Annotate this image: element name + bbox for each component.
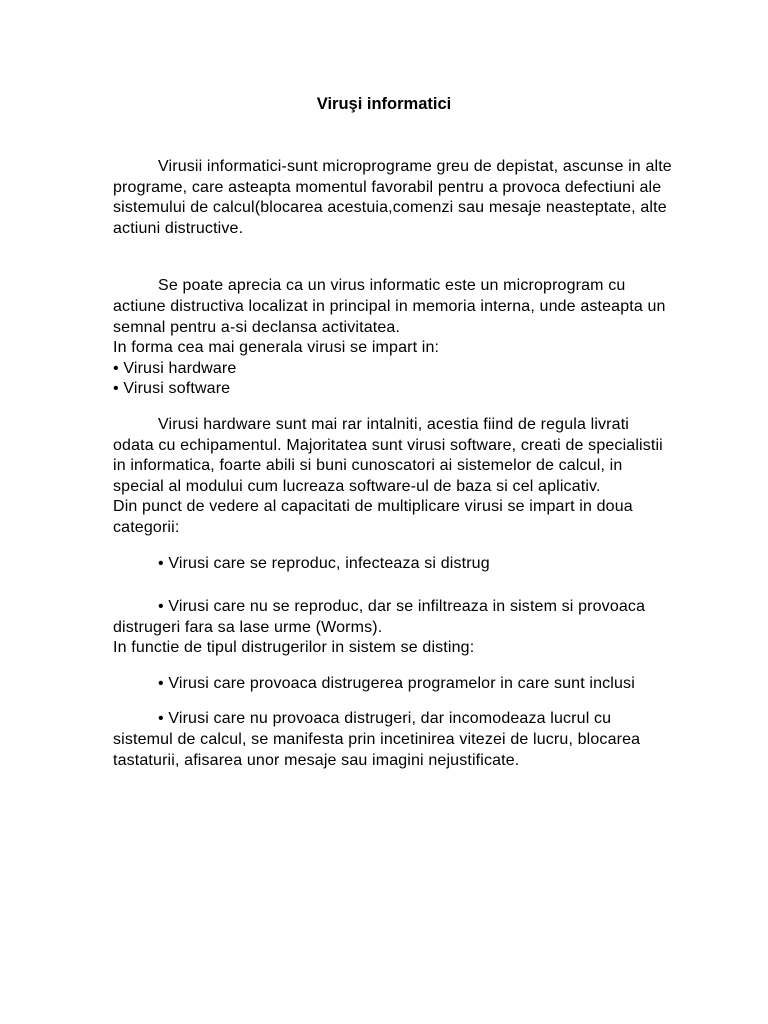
text-line-classification: In forma cea mai generala virusi se impart in:	[113, 339, 440, 357]
bullet-reproducing: • Virusi care se reproduc, infecteaza si distrug	[158, 554, 490, 572]
paragraph-hardware-software: Virusi hardware sunt mai rar intalniti, acestia fiind de regula livrati odata cu echipamentul. Majoritatea sunt virusi software, creati de specialistii in informatica, foarte abili si buni cunoscatori ai sistemelor de calcul, in special al modului cum lucreaza software-ul de baza si cel aplicativ.	[113, 415, 663, 495]
bullet-non-destructive: • Virusi care nu provoaca distrugeri, dar incomodeaza lucrul cu sistemul de calcul, se manifesta prin incetinirea vitezei de lucru, blocarea tastaturii, afisarea unor mesaje sau imagini nejustificate.	[113, 710, 641, 769]
bullet-program-destruction: • Virusi care provoaca distrugerea programelor in care sunt inclusi	[158, 674, 635, 692]
bullet-worms: • Virusi care nu se reproduc, dar se infiltreaza in sistem si provoaca distrugeri fara sa lase urme (Worms).	[113, 598, 646, 636]
spacer	[113, 694, 673, 709]
spacer	[113, 574, 673, 597]
text-line-destruction-type: In functie de tipul distrugerilor in sistem se disting:	[113, 639, 475, 657]
spacer	[113, 239, 673, 276]
spacer	[113, 539, 673, 554]
spacer	[113, 400, 673, 415]
paragraph-definition: Se poate aprecia ca un virus informatic este un microprogram cu actiune distructiva localizat in principal in memoria interna, unde asteapta un semnal pentru a-si declansa activitatea.	[113, 277, 666, 336]
list-item-hardware: • Virusi hardware	[113, 359, 237, 377]
spacer	[113, 659, 673, 674]
paragraph-intro: Virusii informatici-sunt microprograme greu de depistat, ascunse in alte programe, care asteapta momentul favorabil pentru a provoca defectiuni ale sistemului de calcul(blocarea acestuia,comenzi sau mesaje neasteptate, alte actiuni distructive.	[113, 158, 672, 237]
document-body	[113, 157, 673, 771]
document-title: Viruşi informatici	[316, 95, 452, 113]
text-line-multiplication: Din punct de vedere al capacitati de multiplicare virusi se impart in doua categorii:	[113, 498, 633, 536]
list-item-software: • Virusi software	[113, 380, 231, 398]
